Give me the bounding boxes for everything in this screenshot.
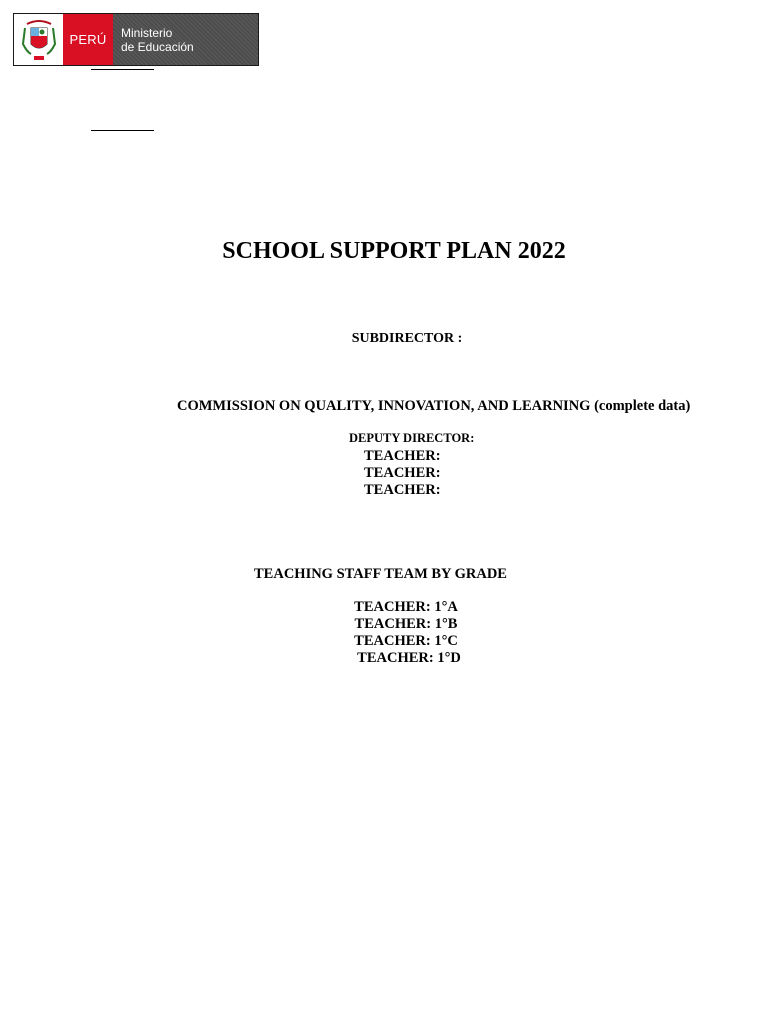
ministry-logo-banner: [13, 13, 259, 66]
blank-line-1: [91, 69, 154, 70]
grade-teacher-1c: TEACHER: 1°C: [354, 633, 458, 649]
commission-teacher-3: TEACHER:: [364, 482, 441, 498]
grade-teacher-1a: TEACHER: 1°A: [354, 599, 458, 615]
commission-teacher-2: TEACHER:: [364, 465, 441, 481]
commission-teacher-1: TEACHER:: [364, 448, 441, 464]
peru-label: PERÚ: [63, 14, 113, 65]
coat-of-arms-icon: [14, 14, 63, 65]
commission-heading: COMMISSION ON QUALITY, INNOVATION, AND LEARNING (complete data): [177, 398, 691, 414]
commission-teacher-list: [364, 448, 441, 499]
document-title: SCHOOL SUPPORT PLAN 2022: [222, 238, 566, 264]
deputy-director-label: DEPUTY DIRECTOR:: [349, 431, 475, 445]
teaching-staff-heading: TEACHING STAFF TEAM BY GRADE: [254, 566, 507, 582]
ministry-line-2: de Educación: [121, 39, 194, 54]
grade-teacher-1d: TEACHER: 1°D: [357, 650, 461, 666]
blank-line-2: [91, 130, 154, 131]
ministry-line-1: Ministerio: [121, 25, 173, 40]
grade-teacher-list: [342, 599, 470, 667]
ministry-label: [113, 14, 258, 65]
grade-teacher-1b: TEACHER: 1°B: [354, 616, 458, 632]
subdirector-label: SUBDIRECTOR :: [351, 331, 463, 346]
